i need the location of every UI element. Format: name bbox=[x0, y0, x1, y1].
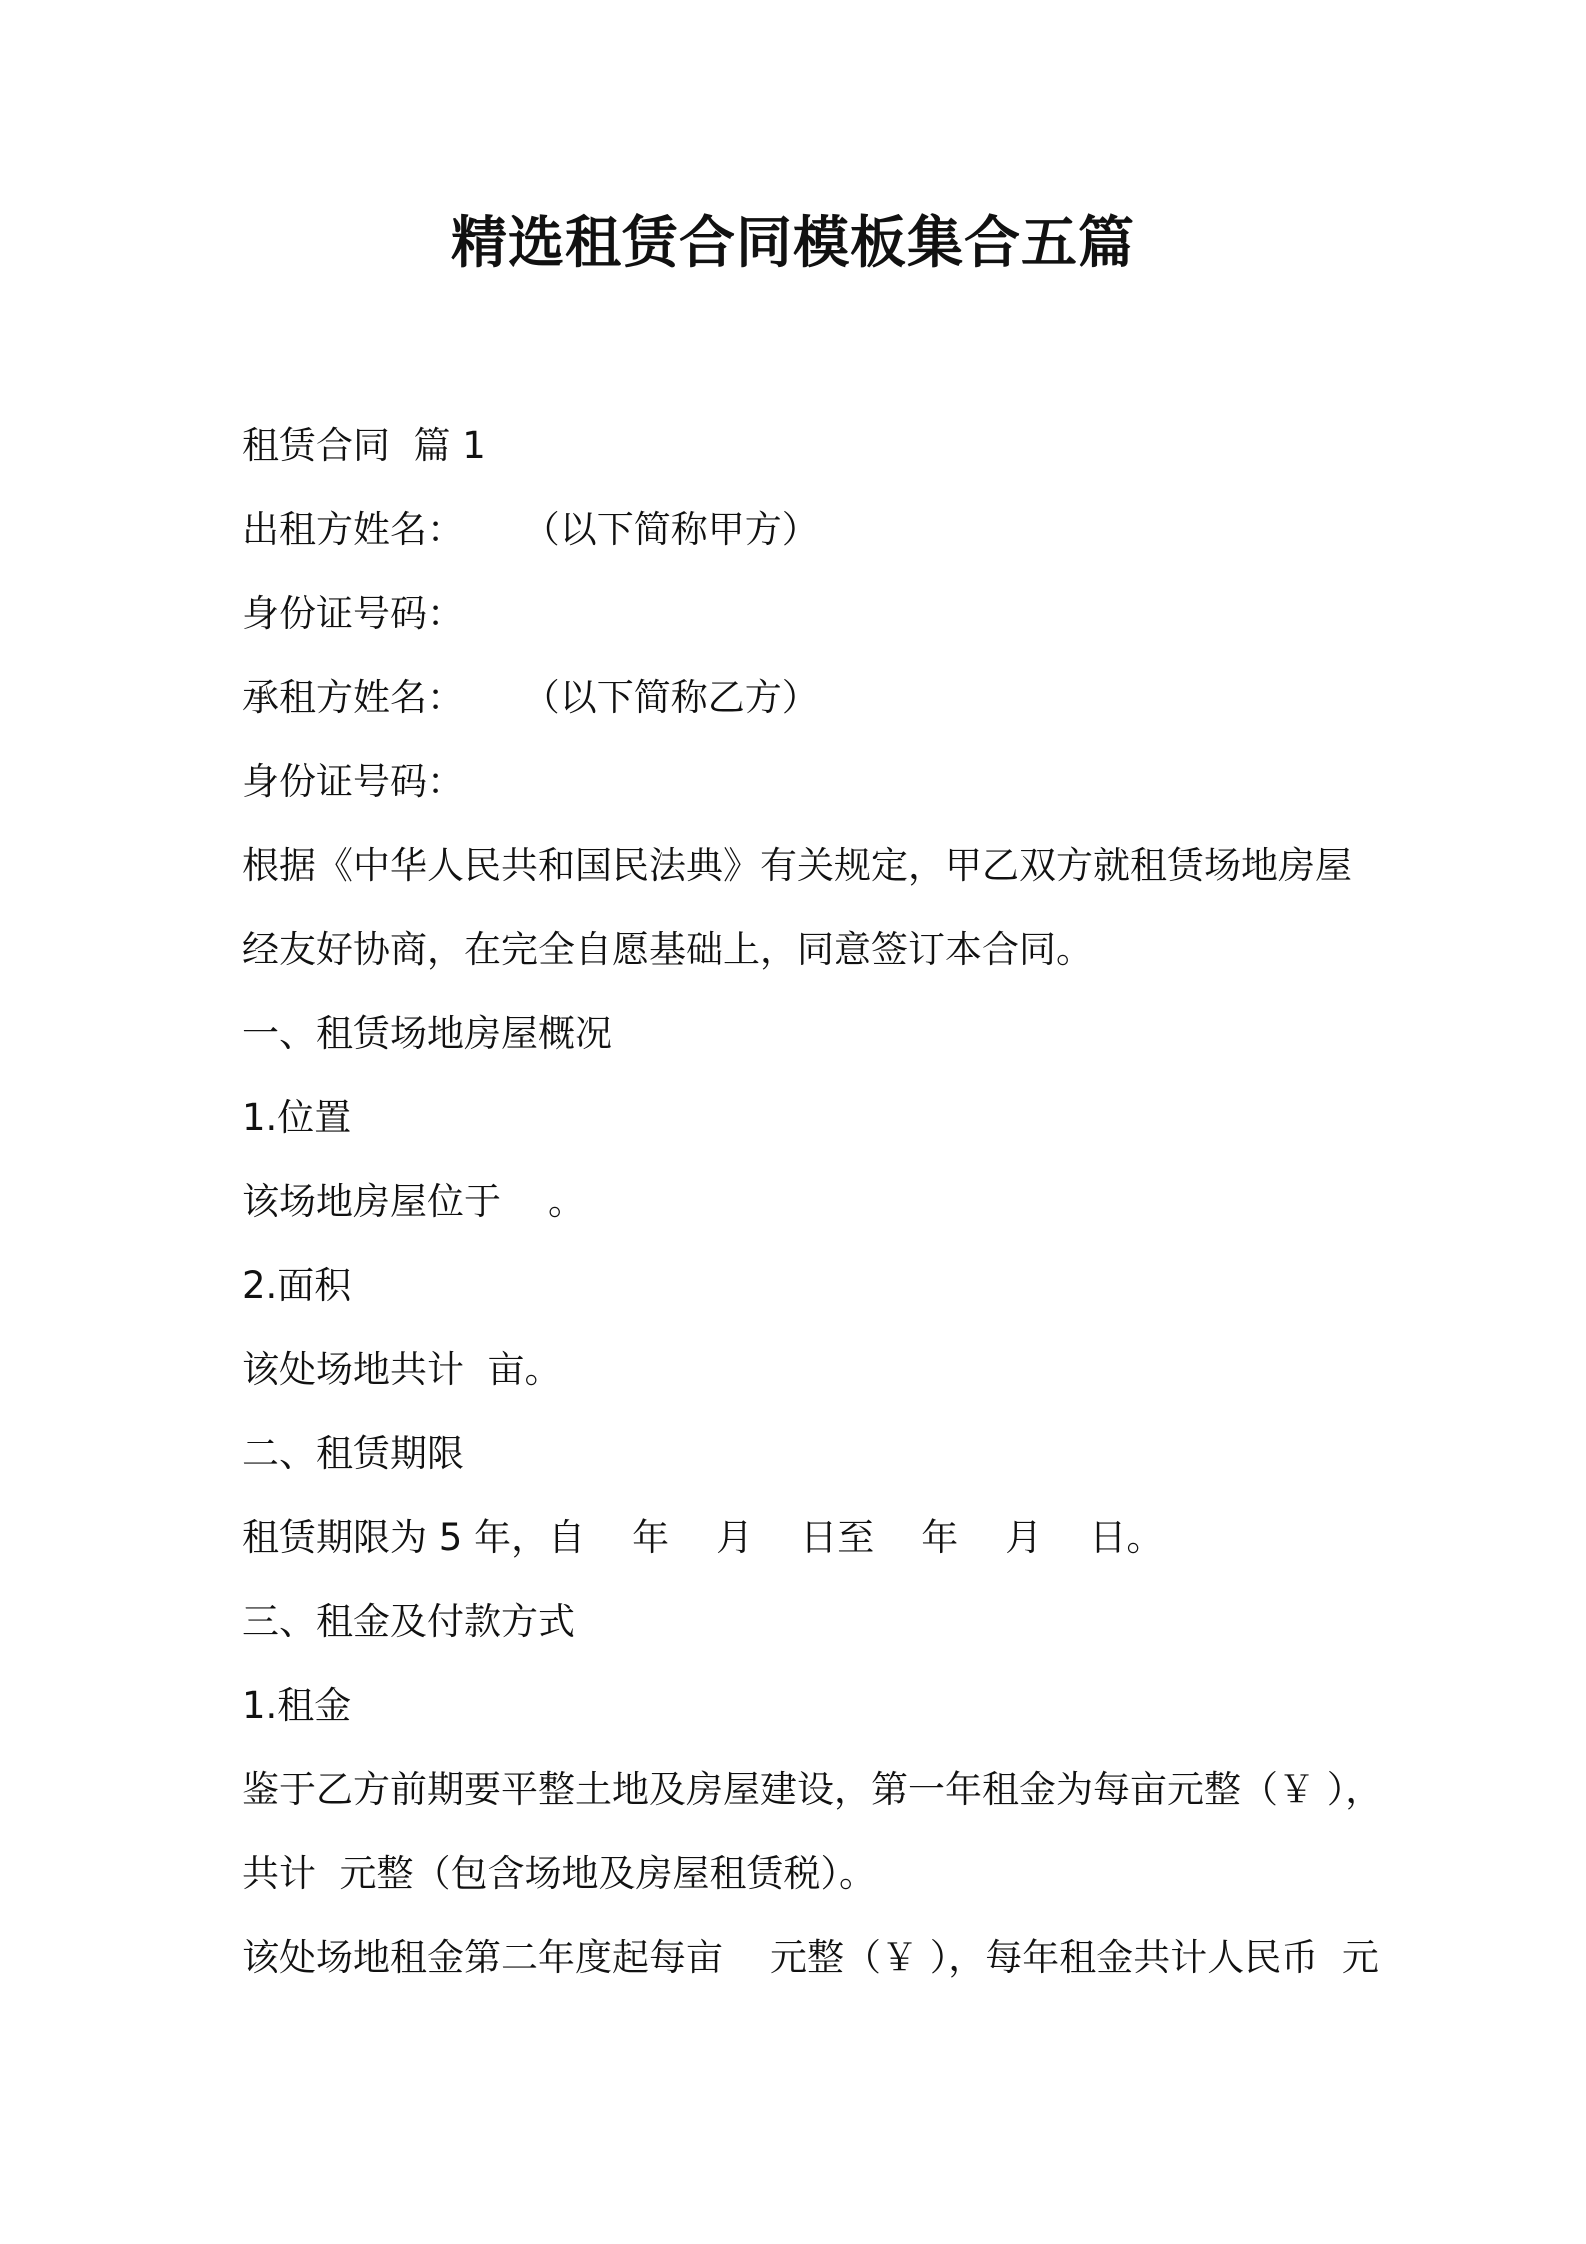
document-body bbox=[242, 404, 1383, 2000]
rent-text-line-3: 该处场地租金第二年度起每亩 元整（￥ ），每年租金共计人民币 元 bbox=[242, 1936, 1379, 1979]
contract-heading: 租赁合同 篇 1 bbox=[242, 424, 486, 467]
rent-text-line-1: 鉴于乙方前期要平整土地及房屋建设，第一年租金为每亩元整（￥ ）， bbox=[242, 1768, 1383, 1811]
document-title: 精选租赁合同模板集合五篇 bbox=[451, 211, 1135, 276]
lease-term-text: 租赁期限为 5 年，自 年 月 日至 年 月 日。 bbox=[242, 1516, 1164, 1559]
subheading-rent: 1.租金 bbox=[242, 1684, 352, 1727]
location-text: 该场地房屋位于 。 bbox=[242, 1180, 586, 1223]
lessor-name-line: 出租方姓名： （以下简称甲方） bbox=[242, 508, 819, 551]
preamble-line-1: 根据《中华人民共和国民法典》有关规定，甲乙双方就租赁场地房屋 bbox=[242, 844, 1352, 887]
subheading-area: 2.面积 bbox=[242, 1264, 352, 1307]
section-heading-2: 二、租赁期限 bbox=[242, 1432, 464, 1475]
lessee-name-line: 承租方姓名： （以下简称乙方） bbox=[242, 676, 819, 719]
section-heading-3: 三、租金及付款方式 bbox=[242, 1600, 575, 1643]
lessee-id-line: 身份证号码： bbox=[242, 760, 464, 803]
subheading-location: 1.位置 bbox=[242, 1096, 352, 1139]
section-heading-1: 一、租赁场地房屋概况 bbox=[242, 1012, 612, 1055]
preamble-line-2: 经友好协商，在完全自愿基础上，同意签订本合同。 bbox=[242, 928, 1093, 971]
rent-text-line-2: 共计 元整（包含场地及房屋租赁税）。 bbox=[242, 1852, 877, 1895]
lessor-id-line: 身份证号码： bbox=[242, 592, 464, 635]
area-text: 该处场地共计 亩。 bbox=[242, 1348, 562, 1391]
